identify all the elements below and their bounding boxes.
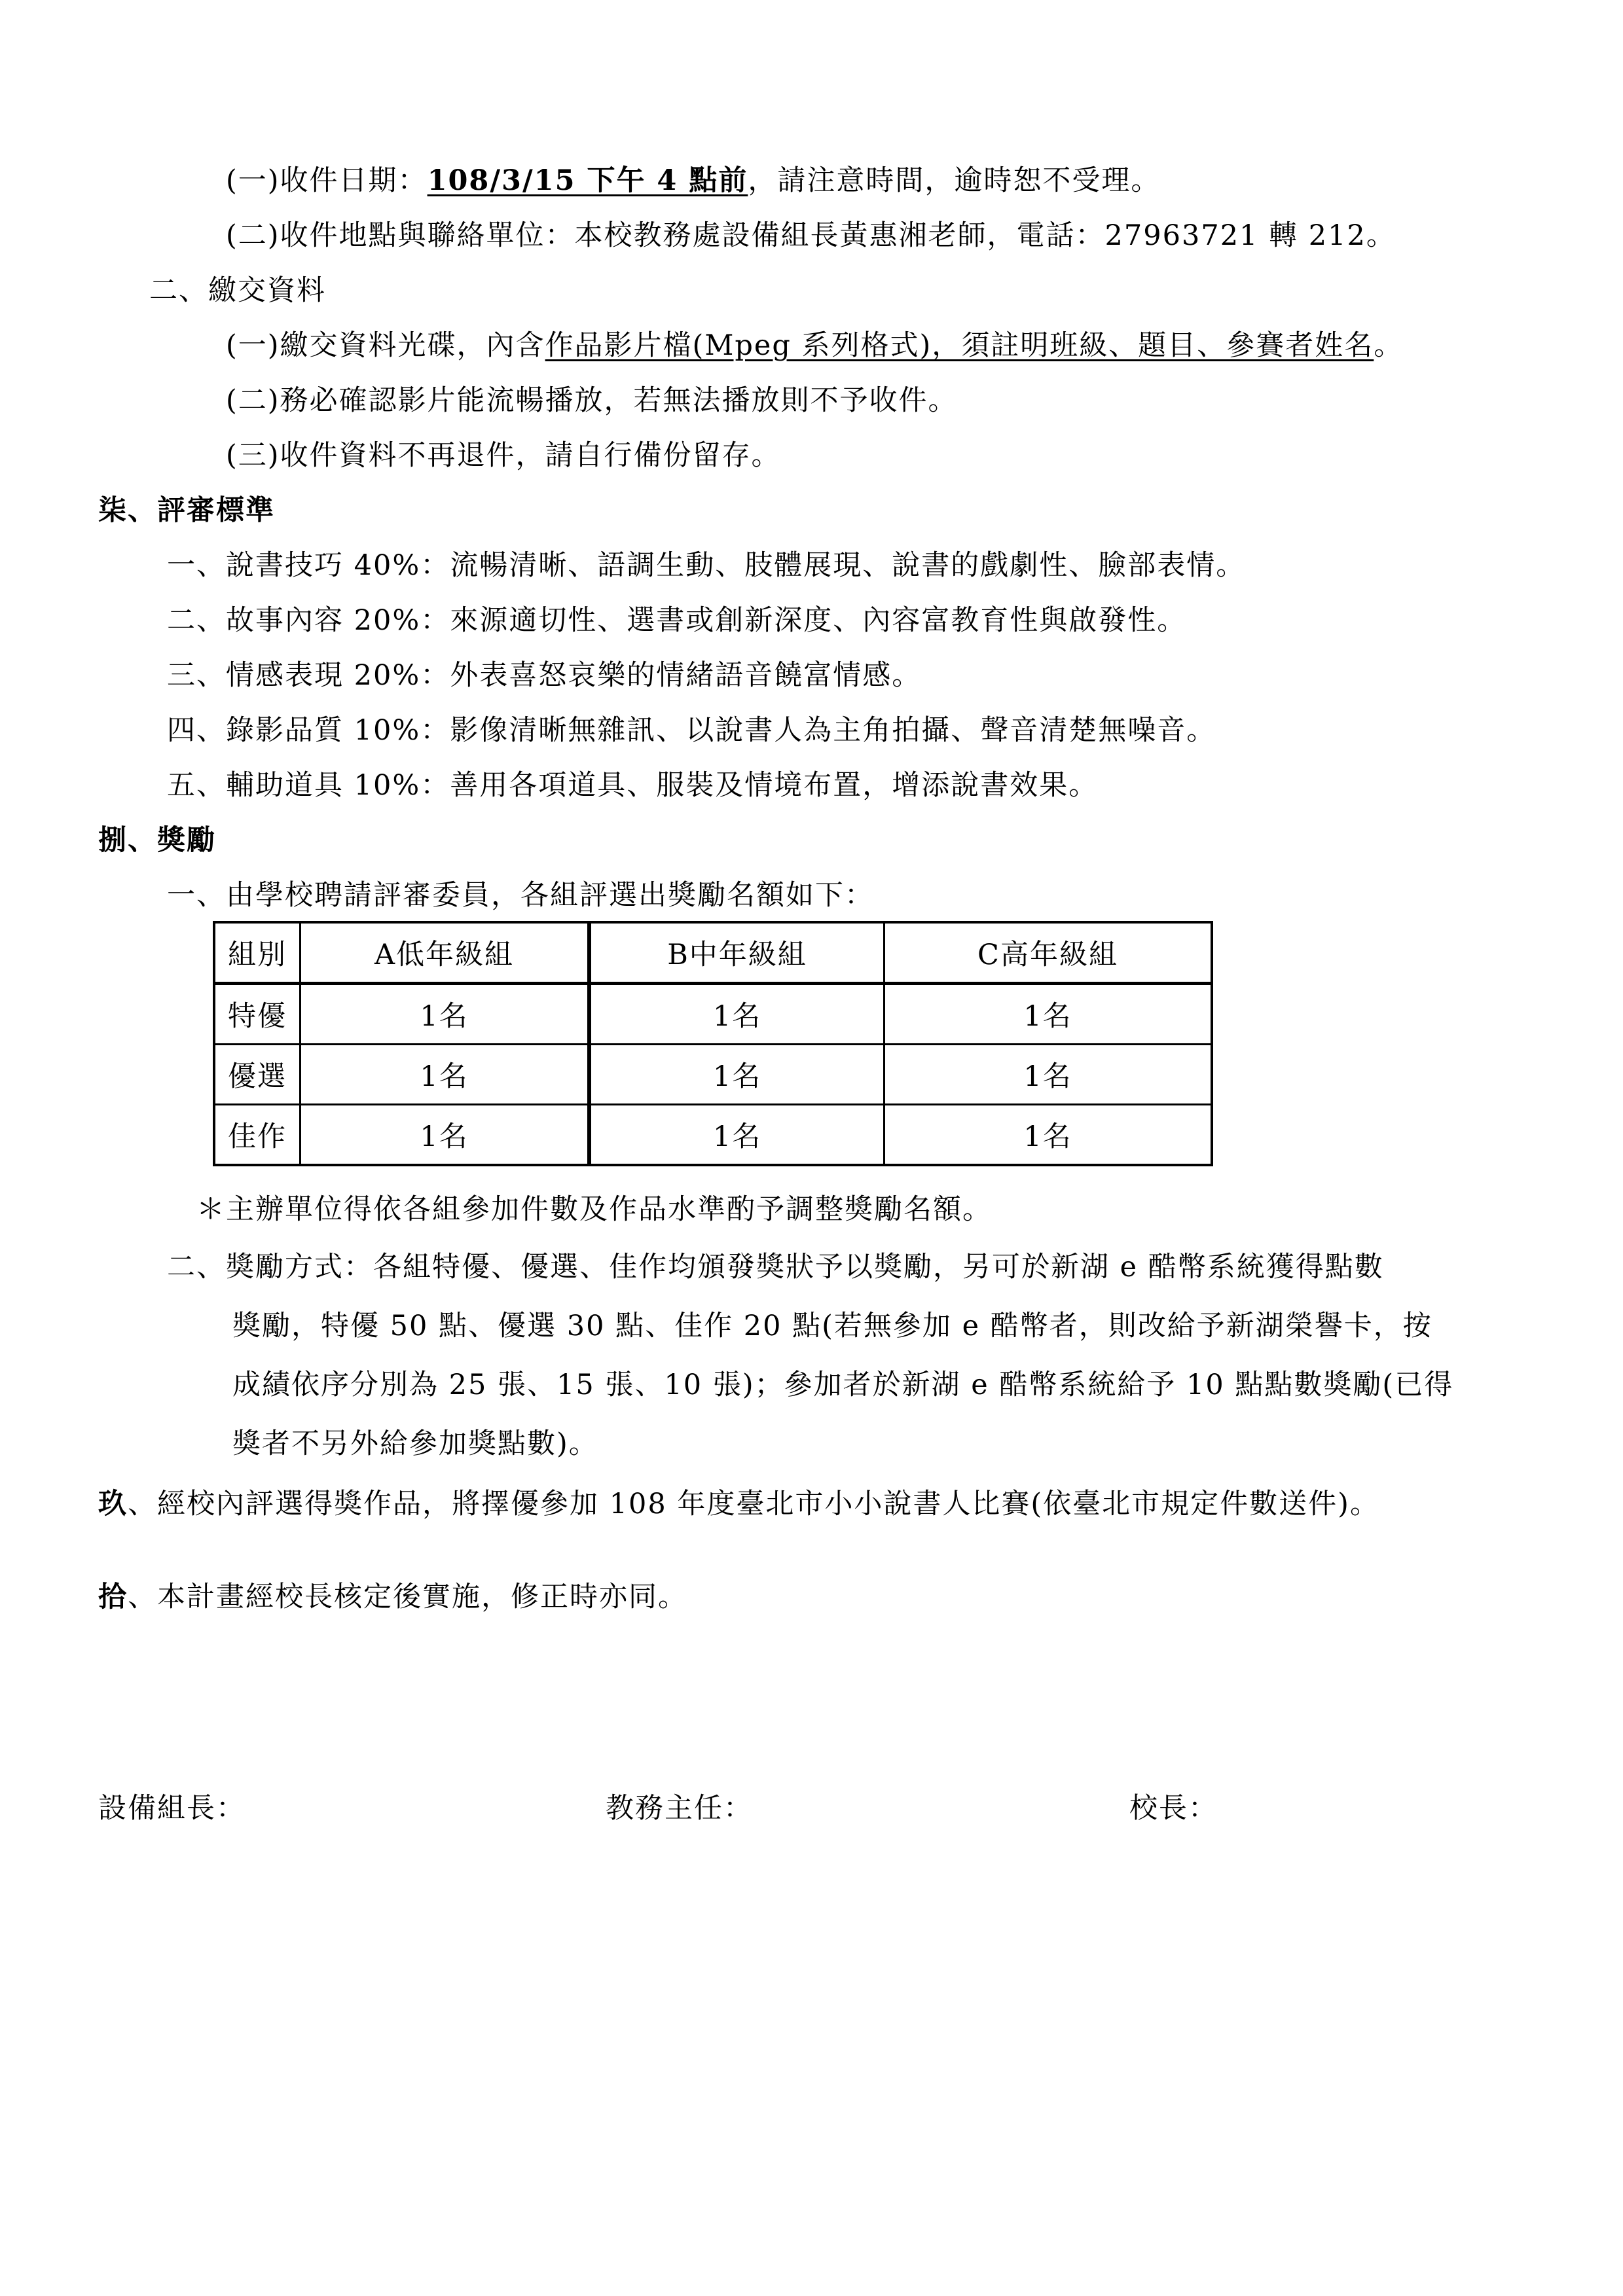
table-cell: 1名 [884,1105,1213,1166]
approval-line [98,1579,687,1615]
awards-item-2-line-2: 獎勵，特優 50 點、優選 30 點、佳作 20 點(若無參加 e 酷幣者，則改給予新湖榮譽卡，按 [232,1310,1432,1342]
table-cell: 特優 [214,984,301,1045]
signature-equipment-head: 設備組長： [98,1792,246,1825]
selection-label: 玖 [98,1488,128,1520]
judging-heading: 柒、評審標準 [98,494,275,527]
table-cell: 佳作 [214,1105,301,1166]
awards-item-1: 一、由學校聘請評審委員，各組評選出獎勵名額如下： [167,879,874,912]
submission-item-3: (三)收件資料不再退件，請自行備份留存。 [226,439,781,472]
table-header-row [214,922,1212,984]
deadline-suffix: ，請注意時間，逾時恕不受理。 [748,164,1161,197]
judging-criterion-4: 四、錄影品質 10%：影像清晰無雜訊、以說書人為主角拍攝、聲音清楚無噪音。 [167,714,1216,747]
table-row [214,1045,1212,1105]
awards-note: ＊主辦單位得依各組參加件數及作品水準酌予調整獎勵名額。 [196,1193,992,1226]
table-cell: 1名 [589,1045,884,1105]
submission-item-1 [226,327,1403,364]
table-cell: 1名 [301,1045,590,1105]
awards-table [213,921,1213,1166]
selection-text: 、經校內評選得獎作品，將擇優參加 108 年度臺北市小小說書人比賽(依臺北市規定件數送件)。 [128,1488,1379,1520]
location-line: (二)收件地點與聯絡單位：本校教務處設備組長黃惠湘老師，電話：27963721 轉 212。 [226,219,1396,252]
submission-item-1-suffix: 。 [1374,329,1404,362]
awards-item-2-line-4: 獎者不另外給參加獎點數)。 [232,1427,598,1460]
table-cell: 1名 [884,984,1213,1045]
table-row [214,1105,1212,1166]
signature-principal: 校長： [1129,1792,1218,1825]
signature-academic-director: 教務主任： [606,1792,753,1825]
table-cell: 1名 [589,984,884,1045]
submission-item-2: (二)務必確認影片能流暢播放，若無法播放則不予收件。 [226,384,958,417]
submission-item-1-prefix: (一)繳交資料光碟，內含 [226,329,545,362]
table-cell: 1名 [301,984,590,1045]
awards-heading: 捌、獎勵 [98,824,216,857]
deadline-prefix: (一)收件日期： [226,164,428,197]
table-header-cell: A低年級組 [301,922,590,984]
submission-heading: 二、繳交資料 [149,274,326,307]
judging-criterion-2: 二、故事內容 20%：來源適切性、選書或創新深度、內容富教育性與啟發性。 [167,604,1187,637]
table-cell: 1名 [301,1105,590,1166]
table-cell: 1名 [589,1105,884,1166]
approval-text: 、本計畫經校長核定後實施，修正時亦同。 [128,1581,687,1613]
awards-item-2-line-3: 成績依序分別為 25 張、15 張、10 張)；參加者於新湖 e 酷幣系統給予 10 點點數獎勵(已得 [232,1369,1454,1401]
awards-item-2-line-1: 二、獎勵方式：各組特優、優選、佳作均頒發獎狀予以獎勵，另可於新湖 e 酷幣系統獲得點數 [167,1251,1384,1283]
deadline-date: 108/3/15 下午 4 點前 [427,164,748,197]
table-cell: 優選 [214,1045,301,1105]
table-row [214,984,1212,1045]
table-header-cell: 組別 [214,922,301,984]
judging-criterion-3: 三、情感表現 20%：外表喜怒哀樂的情緒語音饒富情感。 [167,659,922,692]
submission-item-1-underlined: 作品影片檔(Mpeg 系列格式)，須註明班級、題目、參賽者姓名 [545,329,1374,362]
table-cell: 1名 [884,1045,1213,1105]
selection-line [98,1486,1379,1522]
judging-criterion-5: 五、輔助道具 10%：善用各項道具、服裝及情境布置，增添說書效果。 [167,769,1099,802]
table-header-cell: C高年級組 [884,922,1213,984]
approval-label: 拾 [98,1581,128,1613]
deadline-line [226,162,1160,199]
judging-criterion-1: 一、說書技巧 40%：流暢清晰、語調生動、肢體展現、說書的戲劇性、臉部表情。 [167,549,1246,582]
table-header-cell: B中年級組 [589,922,884,984]
